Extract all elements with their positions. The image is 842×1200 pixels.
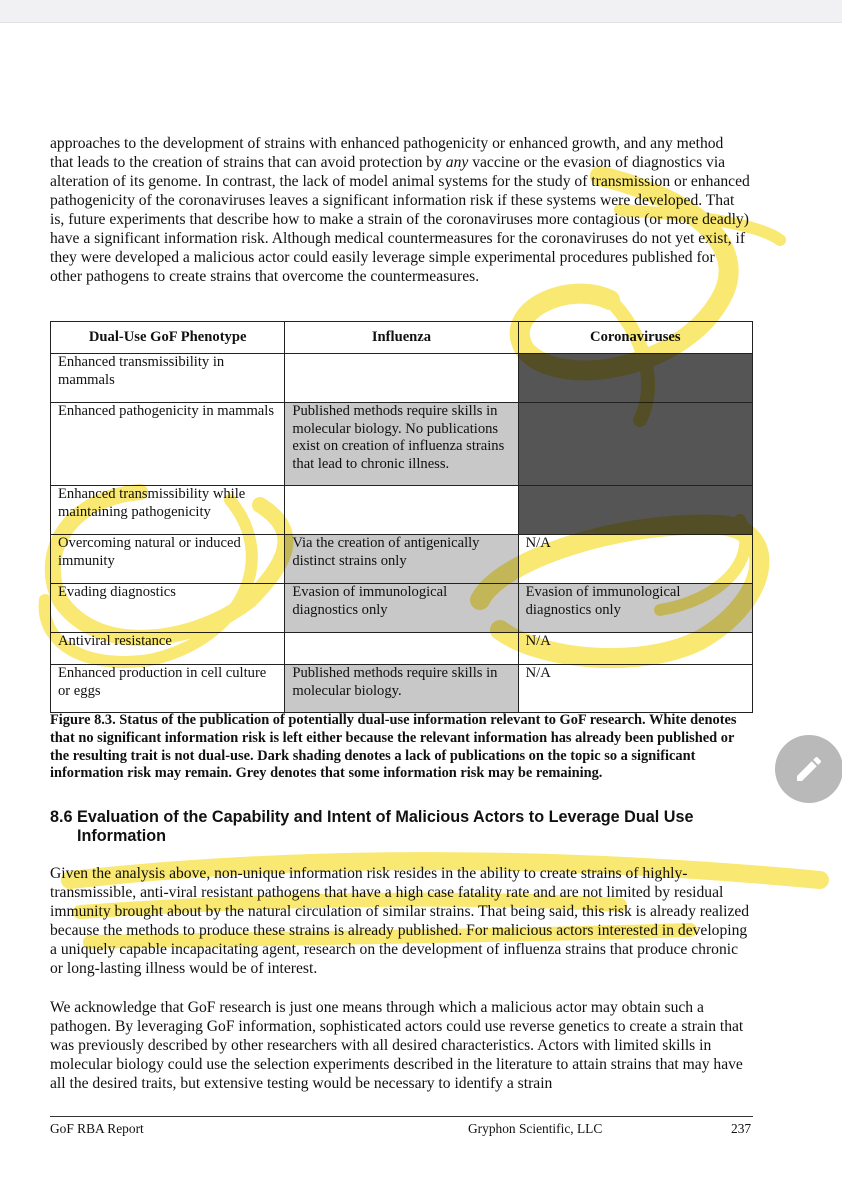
gof-phenotype-table xyxy=(50,321,753,713)
table-row xyxy=(51,584,753,633)
footer-report-name: GoF RBA Report xyxy=(50,1121,144,1136)
cell-influenza xyxy=(285,633,518,665)
section-number: 8.6 xyxy=(50,808,73,826)
section-heading xyxy=(50,808,750,846)
cell-coronaviruses xyxy=(518,354,752,403)
section-title-line1: Evaluation of the Capability and Intent of Malicious Actors to Leverage Dual Use xyxy=(77,808,694,826)
cell-influenza: Published methods require skills in molecular biology. xyxy=(285,665,518,713)
paragraph-acknowledgement: We acknowledge that GoF research is just one means through which a malicious actor may obtain such a pathogen. By leveraging GoF information, sophisticated actors could use reverse genetics to create a strain that was previously described by other researchers with all desired characteristics. Actors with limited skills in molecular biology could use the selection experiments described in the literature to attain strains that may have all the desired traits, but extensive testing would be necessary to identify a strain xyxy=(50,999,744,1092)
paragraph-intro-part-b: vaccine or the evasion of diagnostics via alteration of its genome. In contrast, the lack of model animal systems for the study of transmission or enhanced pathogenicity of the coronaviruses leaves a significant information risk if these systems were developed. That is, future experiments that describe how to make a strain of the coronaviruses more contagious (or more deadly) have a significant information risk. Although medical countermeasures for the coronaviruses do not yet exist, if they were developed a malicious actor could easily leverage simple experimental procedures published for other pathogens to create strains that overcome the countermeasures. xyxy=(50,154,750,285)
cell-phenotype: Enhanced transmissibility in mammals xyxy=(51,354,285,403)
cell-influenza: Via the creation of antigenically distinct strains only xyxy=(285,535,518,584)
table-row xyxy=(51,665,753,713)
footer-page-number: 237 xyxy=(731,1121,752,1136)
cell-influenza xyxy=(285,486,518,535)
paragraph-intro-part-a: approaches to the development of strains with enhanced pathogenicity or enhanced growth, and any method that leads to the creation of strains that can avoid protection by xyxy=(50,135,724,171)
cell-influenza: Evasion of immunological diagnostics only xyxy=(285,584,518,633)
footer-rule xyxy=(50,1116,753,1117)
paragraph-analysis: Given the analysis above, non-unique information risk resides in the ability to create strains of highly-transmissible, anti-viral resistant pathogens that have a high case fatality rate and are not limited by residual immunity brought about by the natural circulation of similar strains. That being said, this risk is already realized because the methods to produce these strains is already published. For malicious actors interested in developing a uniquely capable incapacitating agent, research on the development of influenza strains that produce chronic or long-lasting illness would be of interest. xyxy=(50,865,750,977)
cell-coronaviruses xyxy=(518,486,752,535)
table-row xyxy=(51,354,753,403)
figure-caption: Figure 8.3. Status of the publication of potentially dual-use information relevant to GoF research. White denotes that no significant information risk is left either because the relevant information has already been published or the resulting trait is not dual-use. Dark shading denotes a lack of publications on the topic so a significant information risk may remain. Grey denotes that some information risk may be remaining. xyxy=(50,712,737,782)
viewer-top-bar xyxy=(0,0,842,23)
cell-coronaviruses: N/A xyxy=(518,665,752,713)
pencil-icon xyxy=(793,753,825,785)
cell-coronaviruses: N/A xyxy=(518,633,752,665)
table-header-coronaviruses: Coronaviruses xyxy=(518,322,752,354)
table-header-influenza: Influenza xyxy=(285,322,518,354)
cell-phenotype: Overcoming natural or induced immunity xyxy=(51,535,285,584)
table-row xyxy=(51,535,753,584)
cell-phenotype: Enhanced pathogenicity in mammals xyxy=(51,403,285,486)
cell-coronaviruses: N/A xyxy=(518,535,752,584)
table-row xyxy=(51,403,753,486)
cell-phenotype: Evading diagnostics xyxy=(51,584,285,633)
paragraph-intro xyxy=(50,134,750,286)
footer-publisher: Gryphon Scientific, LLC xyxy=(468,1121,603,1136)
cell-phenotype: Enhanced transmissibility while maintaining pathogenicity xyxy=(51,486,285,535)
cell-influenza xyxy=(285,354,518,403)
section-title-line2: Information xyxy=(77,827,167,845)
cell-coronaviruses: Evasion of immunological diagnostics only xyxy=(518,584,752,633)
edit-button[interactable] xyxy=(775,735,842,803)
cell-phenotype: Antiviral resistance xyxy=(51,633,285,665)
cell-phenotype: Enhanced production in cell culture or eggs xyxy=(51,665,285,713)
table-row xyxy=(51,486,753,535)
cell-coronaviruses xyxy=(518,403,752,486)
table-row xyxy=(51,633,753,665)
table-header-row xyxy=(51,322,753,354)
cell-influenza: Published methods require skills in molecular biology. No publications exist on creation of influenza strains that lead to chronic illness. xyxy=(285,403,518,486)
paragraph-intro-emphasis: any xyxy=(445,154,469,171)
table-header-phenotype: Dual-Use GoF Phenotype xyxy=(51,322,285,354)
